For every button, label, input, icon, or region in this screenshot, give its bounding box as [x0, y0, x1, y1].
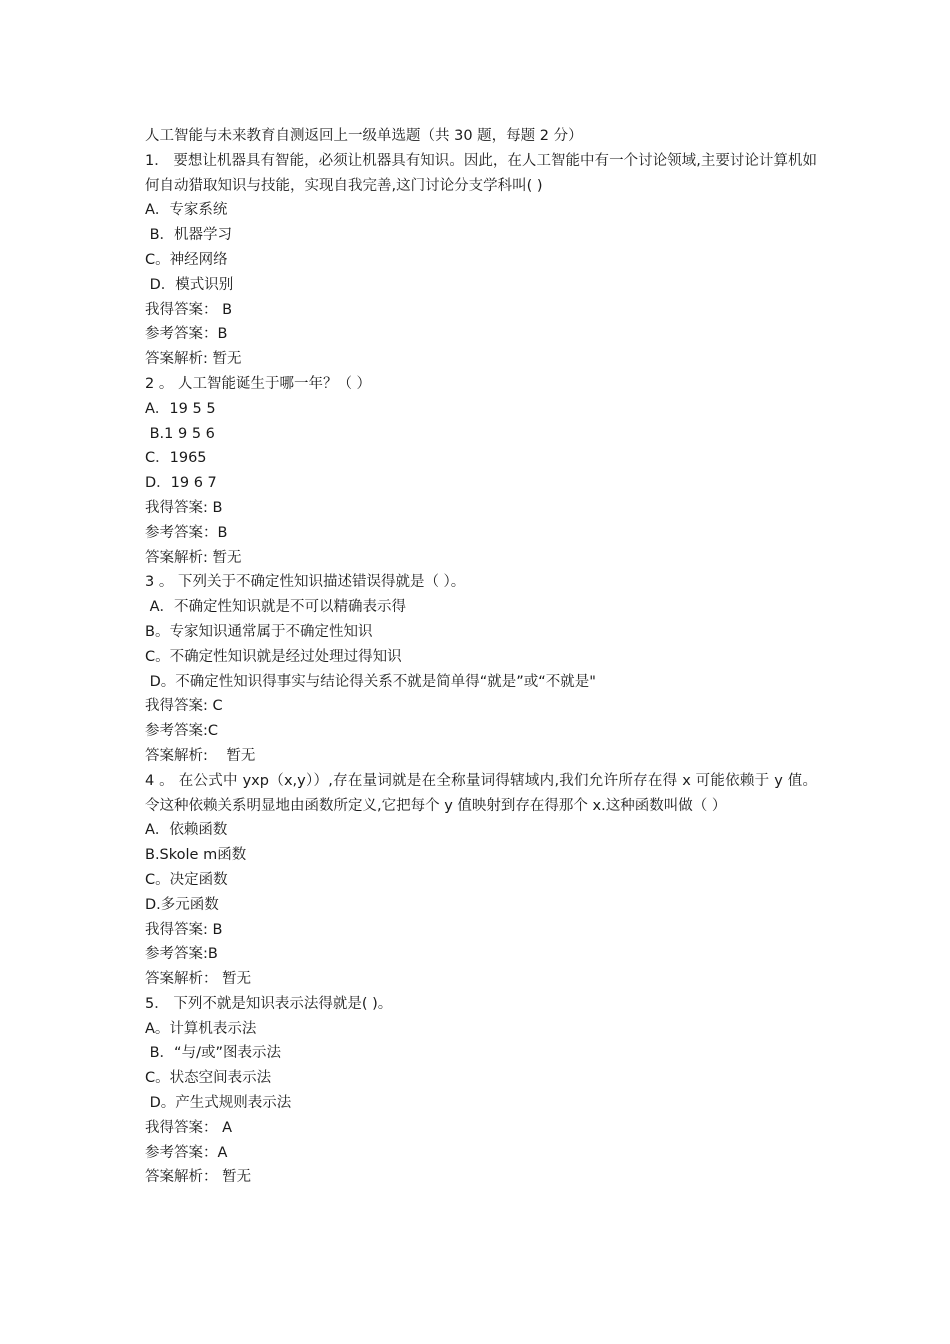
answer-analysis: 答案解析： 暂无	[145, 971, 252, 988]
question-1	[145, 149, 817, 372]
option-b: B.1 9 5 6	[145, 425, 215, 442]
option-c: C。不确定性知识就是经过处理过得知识	[145, 648, 402, 665]
question-4	[145, 769, 817, 992]
my-answer: 我得答案: B	[145, 499, 223, 516]
answer-analysis: 答案解析: 暂无	[145, 747, 256, 764]
option-a: A．专家系统	[145, 202, 228, 219]
question-stem: 3 。 下列关于不确定性知识描述错误得就是（ ）。	[145, 574, 466, 591]
option-d: D。不确定性知识得事实与结论得关系不就是简单得“就是”或“不就是"	[145, 673, 596, 690]
option-d: D.多元函数	[145, 896, 219, 913]
option-b: B．“与/或”图表示法	[145, 1045, 281, 1062]
page-header: 人工智能与未来教育自测返回上一级单选题（共 30 题，每题 2 分）	[145, 128, 583, 144]
question-5	[145, 992, 817, 1190]
answer-analysis: 答案解析: 暂无	[145, 351, 242, 368]
reference-answer: 参考答案：B	[145, 524, 228, 541]
option-c: C．1965	[145, 450, 207, 467]
option-d: D．19 6 7	[145, 475, 217, 492]
reference-answer: 参考答案：A	[145, 1144, 228, 1161]
option-d: D．模式识别	[145, 276, 234, 293]
reference-answer: 参考答案：B	[145, 326, 228, 343]
option-c: C。状态空间表示法	[145, 1070, 272, 1087]
option-b: B。专家知识通常属于不确定性知识	[145, 623, 373, 640]
question-stem: 4 。 在公式中 yxp（x,y））,存在量词就是在全称量词得辖域内,我们允许所存在得 x 可能依赖于 y 值。令这种依赖关系明显地由函数所定义,它把每个 y 值映射到存在得那个 x.这种函数叫做（ ）	[145, 772, 817, 814]
option-c: C。神经网络	[145, 251, 228, 268]
option-a: A．不确定性知识就是不可以精确表示得	[145, 599, 407, 616]
answer-analysis: 答案解析: 暂无	[145, 549, 242, 566]
option-c: C。决定函数	[145, 871, 228, 888]
option-a: A。计算机表示法	[145, 1020, 257, 1037]
option-a: A．19 5 5	[145, 400, 216, 417]
option-b: B．机器学习	[145, 227, 233, 244]
question-2	[145, 372, 817, 570]
document-page	[145, 124, 817, 1190]
reference-answer: 参考答案:B	[145, 946, 218, 963]
option-b: B.Skole m函数	[145, 847, 247, 864]
my-answer: 我得答案： A	[145, 1119, 233, 1136]
option-d: D。产生式规则表示法	[145, 1095, 292, 1112]
my-answer: 我得答案： B	[145, 301, 233, 318]
question-stem: 5． 下列不就是知识表示法得就是( )。	[145, 995, 393, 1012]
reference-answer: 参考答案:C	[145, 723, 219, 740]
question-3	[145, 570, 817, 768]
question-stem: 1． 要想让机器具有智能，必须让机器具有知识。因此，在人工智能中有一个讨论领域,主要讨论计算机如何自动猎取知识与技能，实现自我完善,这门讨论分支学科叫( )	[145, 152, 817, 194]
my-answer: 我得答案: B	[145, 921, 223, 938]
question-stem: 2 。 人工智能诞生于哪一年？（ ）	[145, 375, 372, 392]
option-a: A．依赖函数	[145, 822, 228, 839]
my-answer: 我得答案: C	[145, 698, 223, 715]
answer-analysis: 答案解析： 暂无	[145, 1169, 252, 1186]
